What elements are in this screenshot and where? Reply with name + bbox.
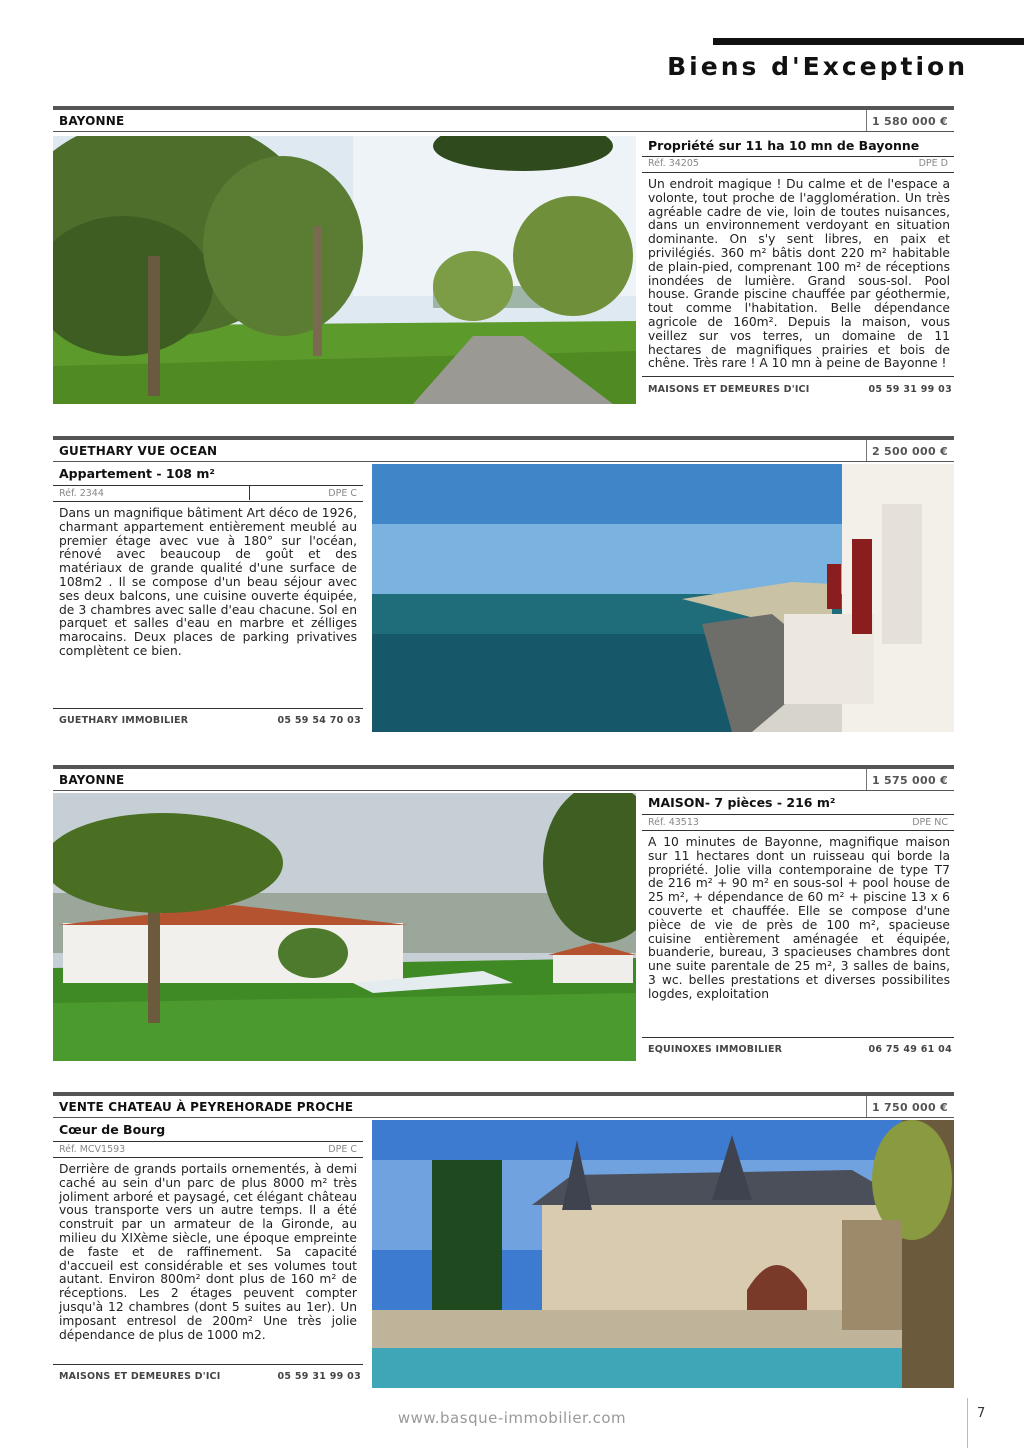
ref-rule (53, 501, 363, 502)
property-description: Dans un magnifique bâtiment Art déco de 1926, charmant appartement entièrement meublé au premier étage avec vue à 180° sur l'océan, rénové avec beaucoup de goût et des matériaux de grande qualité d'une surface de 108m2 . Il se compose d'un beau séjour avec ses deux balcons, une cuisine ouverte équipée, de 3 chambres avec salle d'eau chacune. Sol en parquet et salles d'eau en marbre et zélliges marocains. Deux places de parking privatives complètent ce bien. (59, 506, 357, 658)
agency-rule (642, 1037, 954, 1038)
listing-details (642, 136, 954, 404)
section-title: Biens d'Exception (667, 52, 968, 81)
property-title: MAISON- 7 pièces - 216 m² (648, 795, 836, 810)
property-photo[interactable] (372, 464, 954, 732)
title-rule (642, 156, 954, 157)
property-title: Appartement - 108 m² (59, 466, 215, 481)
reference-number: Réf. 2344 (59, 488, 104, 499)
listing-details (53, 464, 363, 732)
title-rule (642, 814, 954, 815)
agency-phone[interactable]: 05 59 31 99 03 (868, 384, 952, 395)
listing-price: 1 750 000 € (871, 1101, 948, 1114)
footer-url[interactable]: www.basque-immobilier.com (397, 1409, 627, 1427)
property-title: Propriété sur 11 ha 10 mn de Bayonne (648, 138, 920, 153)
agency-phone[interactable]: 06 75 49 61 04 (868, 1044, 952, 1055)
title-rule (53, 1141, 363, 1142)
header-rule (53, 765, 954, 769)
header-rule (53, 106, 954, 110)
listing-location: GUETHARY VUE OCEAN (59, 444, 218, 458)
dpe-rating: DPE C (328, 1144, 357, 1155)
header-underline (53, 1117, 954, 1118)
price-box (866, 110, 954, 132)
property-photo[interactable] (53, 136, 636, 404)
property-photo[interactable] (53, 793, 636, 1061)
title-rule (53, 485, 363, 486)
page-number-divider (967, 1398, 968, 1448)
price-box (866, 769, 954, 791)
property-title: Cœur de Bourg (59, 1122, 166, 1137)
agency-name: GUETHARY IMMOBILIER (59, 715, 189, 726)
property-description: Un endroit magique ! Du calme et de l'espace a volonte, tout proche de l'agglomération. Un très agréable cadre de vie, loin de toutes nuisances, dans un environnement verdoyant en situation dominante. On s'y sent libres, en paix et privilégiés. 360 m² bâtis dont 220 m² habitable de plain-pied, comprenant 100 m² de réceptions inondées de lumière. Grand sous-sol. Pool house. Grande piscine chauffée par géothermie, tout comme l'habitation. Belle dépendance agricole de 160m². Depuis la maison, vous veillez sur vos terres, un domaine de 11 hectares de magnifiques prairies et bois de chêne. Très rare ! A 10 mn à peine de Bayonne ! (648, 177, 950, 371)
dpe-rating: DPE D (918, 158, 948, 169)
ref-rule (642, 830, 954, 831)
header-accent-bar (713, 38, 1024, 45)
header-underline (53, 790, 954, 791)
header-rule (53, 1092, 954, 1096)
header-underline (53, 461, 954, 462)
listing-card[interactable] (53, 436, 954, 736)
dpe-rating: DPE NC (912, 817, 948, 828)
agency-rule (53, 708, 363, 709)
agency-name: EQUINOXES IMMOBILIER (648, 1044, 783, 1055)
agency-name: MAISONS ET DEMEURES D'ICI (648, 384, 810, 395)
page-number: 7 (977, 1406, 986, 1421)
price-box (866, 1096, 954, 1118)
ref-rule (642, 172, 954, 173)
listing-details (53, 1120, 363, 1388)
agency-rule (53, 1364, 363, 1365)
header-underline (53, 131, 954, 132)
listing-card[interactable] (53, 765, 954, 1065)
property-description: A 10 minutes de Bayonne, magnifique maison sur 11 hectares dont un ruisseau qui borde la propriété. Jolie villa contemporaine de type T7 de 216 m² + 90 m² en sous-sol + pool house de 25 m², + dépendance de 60 m² + piscine 13 x 6 couverte et chauffée. Elle se compose d'une pièce de vie de près de 100 m², spacieuse cuisine entièrement aménagée et équipée, buanderie, bureau, 3 spacieuses chambres dont une suite parentale de 25 m², 3 salles de bains, 3 wc. belles prestations et diverses possibilites logdes, exploitation (648, 835, 950, 1001)
listing-price: 2 500 000 € (871, 445, 948, 458)
reference-number: Réf. 34205 (648, 158, 699, 169)
listing-card[interactable] (53, 106, 954, 406)
agency-phone[interactable]: 05 59 31 99 03 (277, 1371, 361, 1382)
dpe-rating: DPE C (328, 488, 357, 499)
listing-location: BAYONNE (59, 773, 125, 787)
ref-divider (249, 486, 250, 500)
reference-number: Réf. MCV1593 (59, 1144, 126, 1155)
agency-rule (642, 376, 954, 377)
listing-location: BAYONNE (59, 114, 125, 128)
agency-phone[interactable]: 05 59 54 70 03 (277, 715, 361, 726)
listing-details (642, 793, 954, 1061)
header-rule (53, 436, 954, 440)
listing-price: 1 580 000 € (871, 115, 948, 128)
property-description: Derrière de grands portails ornementés, à demi caché au sein d'un parc de plus 8000 m² très joliment arboré et paysagé, cet élégant château vous transporte vers un autre temps. Il a été construit par un armateur de la Gironde, au milieu du XIXème siècle, une époque empreinte de faste et de raffinement. Sa capacité d'accueil est considérable et ses volumes tout autant. Environ 800m² dont plus de 160 m² de réceptions. Les 2 étages peuvent compter jusqu'à 12 chambres (dont 5 suites au 1er). Un imposant entresol de 200m² Une très jolie dépendance de plus de 1000 m2. (59, 1162, 357, 1342)
price-box (866, 440, 954, 462)
listing-location: VENTE CHATEAU À PEYREHORADE PROCHE (59, 1100, 354, 1114)
property-photo[interactable] (372, 1120, 954, 1388)
agency-name: MAISONS ET DEMEURES D'ICI (59, 1371, 221, 1382)
listing-price: 1 575 000 € (871, 774, 948, 787)
reference-number: Réf. 43513 (648, 817, 699, 828)
listing-card[interactable] (53, 1092, 954, 1392)
ref-rule (53, 1157, 363, 1158)
